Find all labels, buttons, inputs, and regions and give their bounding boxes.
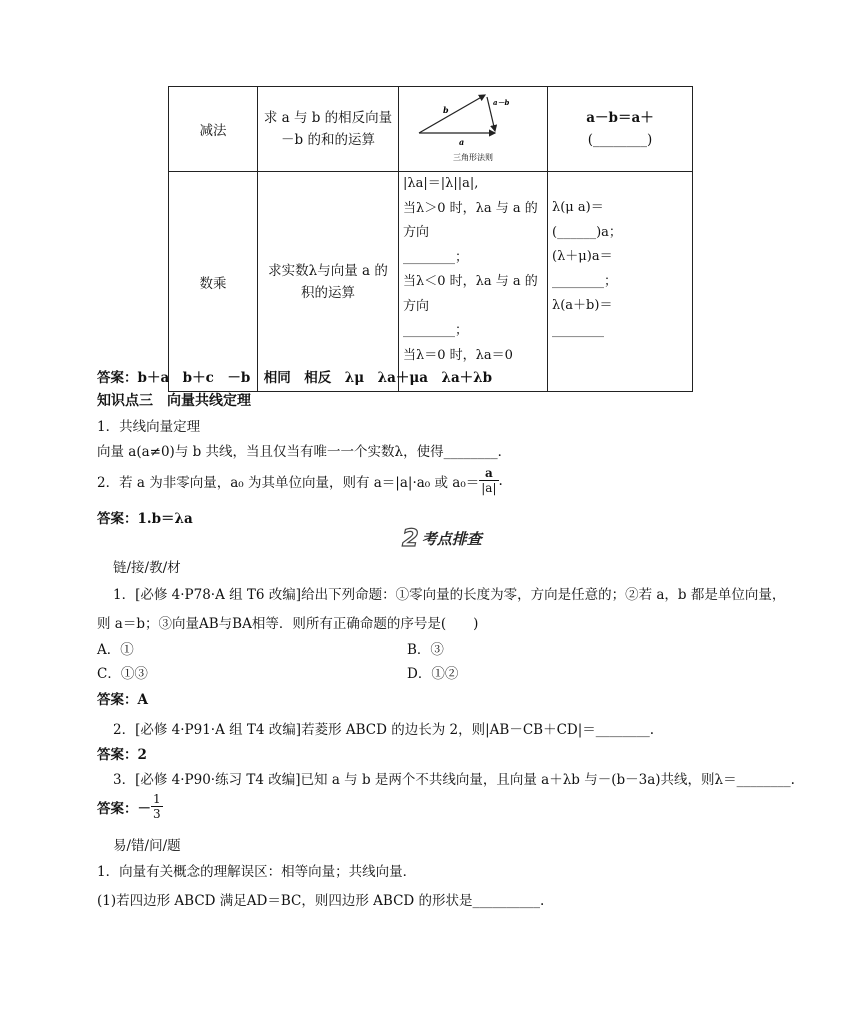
meaning-line: |λa|＝|λ||a|,: [403, 176, 479, 191]
answer-text: 答案：2: [97, 747, 147, 763]
op-cell: 数乘: [169, 172, 258, 392]
op-cell: 减法: [169, 87, 258, 172]
law-line: λ(a＋b)＝: [552, 298, 613, 313]
section-number: 2: [402, 524, 419, 552]
answer-fraction: [151, 792, 163, 821]
sub-heading: 链/接/教/材: [113, 560, 181, 576]
question-line: 3．[必修 4·P90·练习 T4 改编]已知 a 与 b 是两个不共线向量，且向量 a＋λb 与－(b－3a)共线，则λ＝________.: [113, 772, 795, 788]
meaning-line: 当λ＜0 时，λa 与 a 的: [403, 274, 538, 289]
law-line: a－b＝a＋: [586, 110, 654, 126]
answer-text: 答案：A: [97, 692, 148, 708]
section-title: 考点排查: [421, 529, 482, 548]
meaning-line: ________；: [403, 249, 469, 265]
definition-cell: [258, 172, 399, 392]
fraction-numerator: a: [479, 466, 498, 481]
label-b: b: [443, 105, 449, 115]
answer-text: 答案：－: [97, 800, 151, 817]
unit-vector-fraction: [479, 466, 498, 495]
definition-cell: [258, 87, 399, 172]
section-heading: 知识点三 向量共线定理: [97, 393, 251, 409]
meaning-line: 方向: [403, 298, 430, 314]
item-text-row: [97, 466, 503, 495]
meaning-lines: [399, 172, 547, 368]
question-line: 则 a＝b；③向量AB与BA相等．则所有正确命题的序号是( ): [97, 616, 479, 632]
table-row: [169, 87, 693, 172]
fraction-denominator: |a|: [481, 481, 497, 495]
definition-line: 积的运算: [301, 284, 355, 301]
fraction-denominator: 3: [153, 807, 161, 821]
meaning-cell: [399, 172, 548, 392]
meaning-line: 方向: [403, 225, 430, 240]
item-text-tail: .: [498, 472, 503, 489]
law-line: λ(μ a)＝: [552, 200, 604, 215]
option-d: D．①②: [407, 666, 459, 682]
law-cell: [548, 172, 693, 392]
item-text: 2．若 a 为非零向量，a₀ 为其单位向量，则有 a＝|a|·a₀ 或 a₀＝: [97, 474, 480, 491]
answer-row: [97, 792, 163, 821]
law-line: ________；: [552, 273, 618, 289]
diagram-caption: 三角形法则: [453, 153, 493, 162]
error-item: 1．向量有关概念的理解误区：相等向量；共线向量．: [97, 864, 417, 880]
fraction-numerator: 1: [153, 792, 161, 806]
triangle-rule-diagram: [399, 87, 547, 167]
definition-line: 求实数λ与向量 a 的: [268, 262, 388, 279]
label-a-minus-b: a－b: [493, 98, 510, 107]
answer-text: 答案：1.b＝λa: [97, 511, 193, 527]
definition-line: 求 a 与 b 的相反向量: [263, 110, 393, 126]
law-lines: [548, 196, 692, 343]
question-line: 2．[必修 4·P91·A 组 T4 改编]若菱形 ABCD 的边长为 2，则|AB－CB＋CD|＝________.: [113, 722, 655, 738]
option-c: C．①③: [97, 666, 148, 682]
law-line: ________: [552, 322, 604, 338]
option-a: A．①: [97, 642, 134, 658]
operations-table: [168, 86, 693, 392]
option-b: B．③: [407, 642, 444, 658]
meaning-line: 当λ＝0 时，λa＝0: [403, 347, 513, 363]
label-a: a: [459, 137, 465, 147]
answer-text: 答案：b＋a b＋c －b 相同 相反 λμ λa＋μa λa＋λb: [97, 370, 493, 386]
meaning-line: ________；: [403, 323, 469, 338]
section-badge: [402, 524, 482, 552]
table-row: [169, 172, 693, 392]
law-cell: [548, 87, 693, 172]
item-text: 向量 a(a≠0)与 b 共线，当且仅当有唯一一个实数λ，使得________．: [97, 444, 512, 460]
diagram-cell: [399, 87, 548, 172]
error-subitem: (1)若四边形 ABCD 满足AD＝BC，则四边形 ABCD 的形状是__________.: [97, 893, 545, 909]
sub-heading: 易/错/问/题: [113, 838, 181, 854]
law-line: (______)a；: [552, 224, 622, 240]
meaning-line: 当λ＞0 时，λa 与 a 的: [403, 200, 538, 216]
law-line: (λ＋μ)a＝: [552, 249, 613, 264]
item-title: 1．共线向量定理: [97, 419, 201, 435]
question-line: 1．[必修 4·P78·A 组 T6 改编]给出下列命题：①零向量的长度为零，方向是任意的；②若 a，b 都是单位向量，: [113, 587, 786, 603]
definition-line: －b 的和的运算: [281, 132, 375, 148]
law-line: (________): [587, 132, 653, 148]
